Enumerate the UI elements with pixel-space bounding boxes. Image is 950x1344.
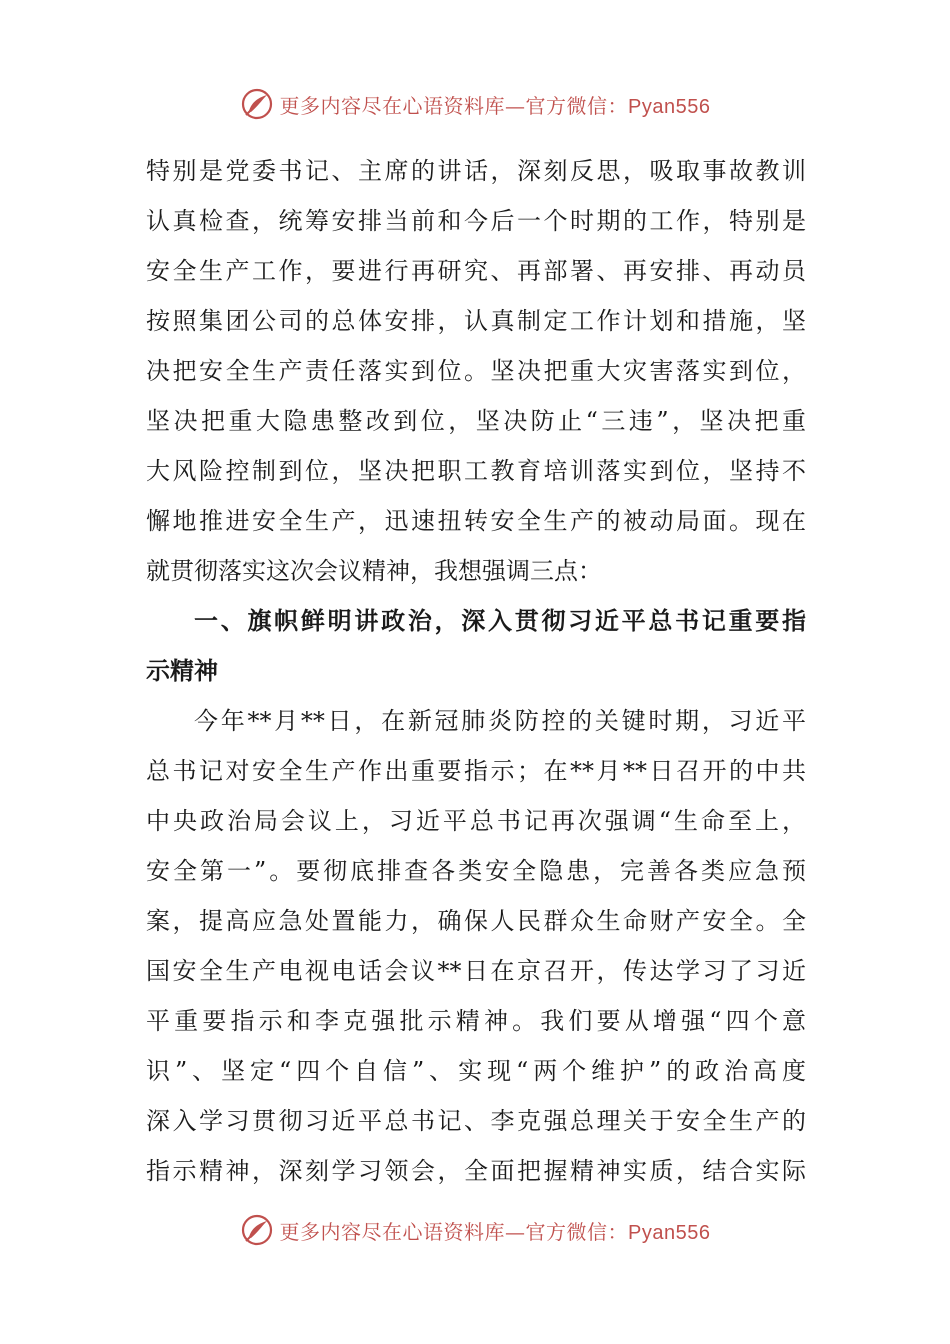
text-line: 安全生产工作，要进行再研究、再部署、再安排、再动员 (146, 257, 806, 285)
text-line: 认真检查，统筹安排当前和今后一个时期的工作，特别是 (146, 207, 806, 235)
text-line: 决把安全生产责任落实到位。坚决把重大灾害落实到位， (146, 357, 806, 385)
heading-line: 一、旗帜鲜明讲政治，深入贯彻习近平总书记重要指 (194, 606, 806, 635)
wechat-id: Pyan556 (628, 95, 711, 118)
text-line: 深入学习贯彻习近平总书记、李克强总理关于安全生产的 (146, 1107, 806, 1135)
text-line: 安全第一”。要彻底排查各类安全隐患，完善各类应急预 (146, 857, 806, 885)
pen-logo-icon (240, 1213, 274, 1247)
pen-logo-icon (240, 87, 274, 121)
paragraph-1 (146, 146, 806, 596)
text-line: 今年**月**日，在新冠肺炎防控的关键时期，习近平 (194, 707, 806, 735)
text-line: 案，提高应急处置能力，确保人民群众生命财产安全。全 (146, 907, 806, 935)
banner-text (280, 1216, 711, 1245)
text-line: 指示精神，深刻学习领会，全面把握精神实质，结合实际 (146, 1157, 806, 1185)
heading-line: 示精神 (146, 656, 218, 685)
banner-label: 更多内容尽在心语资料库—官方微信： (279, 1219, 629, 1244)
banner-label: 更多内容尽在心语资料库—官方微信： (279, 93, 629, 118)
text-line: 国安全生产电视电话会议**日在京召开，传达学习了习近 (146, 957, 806, 985)
text-line: 识”、坚定“四个自信”、实现“两个维护”的政治高度 (146, 1057, 806, 1085)
text-line: 总书记对安全生产作出重要指示；在**月**日召开的中共 (146, 757, 806, 785)
footer-banner (0, 1208, 950, 1252)
text-line: 特别是党委书记、主席的讲话，深刻反思，吸取事故教训 (146, 157, 806, 185)
text-line: 中央政治局会议上，习近平总书记再次强调“生命至上， (146, 807, 806, 835)
banner-text (280, 90, 711, 119)
paragraph-2 (146, 696, 806, 1196)
section-heading (146, 596, 806, 696)
text-line: 就贯彻落实这次会议精神，我想强调三点： (146, 557, 602, 585)
text-line: 懈地推进安全生产，迅速扭转安全生产的被动局面。现在 (146, 507, 806, 535)
text-line: 大风险控制到位，坚决把职工教育培训落实到位，坚持不 (146, 457, 806, 485)
document-body (146, 146, 806, 1196)
text-line: 按照集团公司的总体安排，认真制定工作计划和措施，坚 (146, 307, 806, 335)
wechat-id: Pyan556 (628, 1221, 711, 1244)
text-line: 坚决把重大隐患整改到位，坚决防止“三违”，坚决把重 (146, 407, 806, 435)
header-banner (0, 82, 950, 126)
text-line: 平重要指示和李克强批示精神。我们要从增强“四个意 (146, 1007, 806, 1035)
